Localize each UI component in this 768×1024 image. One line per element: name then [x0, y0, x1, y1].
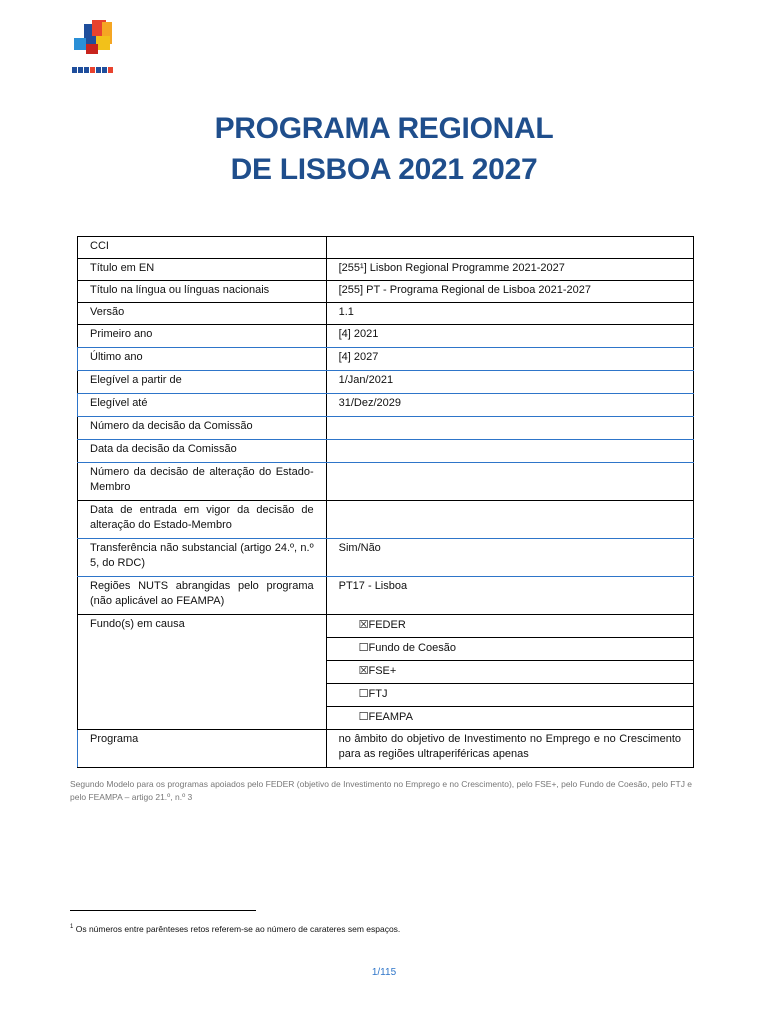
fund-name: FEDER: [368, 619, 406, 631]
row-label: Elegível a partir de: [78, 371, 327, 394]
table-row: [78, 259, 694, 281]
checked-box-icon: ☒: [358, 618, 369, 631]
footnote-text: Os números entre parênteses retos referem-se ao número de carateres sem espaços.: [75, 924, 401, 934]
fund-name: FEAMPA: [368, 711, 413, 723]
footnote-marker: 1: [70, 924, 74, 931]
table-row: [78, 730, 694, 768]
model-note: Segundo Modelo para os programas apoiados pelo FEDER (objetivo de Investimento no Emprego e no Crescimento), pelo FSE+, pelo Fundo de Coesão, pelo FTJ e pelo FEAMPA – artigo 21.º, n.º 3: [70, 779, 693, 802]
programa-value: no âmbito do objetivo de Investimento no Emprego e no Crescimento para as regiões ultraperiféricas apenas: [326, 730, 693, 768]
row-label: Título na língua ou línguas nacionais: [78, 281, 327, 303]
table-row: [78, 303, 694, 325]
row-label: Primeiro ano: [78, 325, 327, 348]
checked-box-icon: ☒: [358, 664, 369, 677]
fund-name: FTJ: [368, 688, 388, 700]
table-row: [78, 577, 694, 615]
footnote-divider: [70, 910, 256, 911]
row-value: [326, 237, 693, 259]
fund-option-feder: [326, 615, 693, 638]
table-row: [78, 539, 694, 577]
footnote: [70, 924, 400, 934]
row-label: Número da decisão da Comissão: [78, 417, 327, 440]
page-number: 1/115: [371, 967, 397, 978]
document-title-line1: PROGRAMA REGIONAL: [214, 112, 554, 145]
table-row: [78, 237, 694, 259]
fund-option-fse-plus: [326, 661, 693, 684]
row-label: Versão: [78, 303, 327, 325]
row-label: Regiões NUTS abrangidas pelo programa (não aplicável ao FEAMPA): [78, 577, 327, 615]
fund-name: FSE+: [368, 665, 397, 677]
programa-label: Programa: [78, 730, 327, 768]
row-label: Data de entrada em vigor da decisão de alteração do Estado-Membro: [78, 501, 327, 539]
table-row: [78, 348, 694, 371]
ccdr-lvt-logo: [72, 20, 116, 70]
unchecked-box-icon: ☐: [358, 641, 369, 654]
logo-caption: [72, 60, 116, 67]
fund-name: Fundo de Coesão: [368, 642, 456, 654]
row-label: Título em EN: [78, 259, 327, 281]
row-value: [326, 501, 693, 539]
row-label: Transferência não substancial (artigo 24.º, n.º 5, do RDC): [78, 539, 327, 577]
row-value: Sim/Não: [326, 539, 693, 577]
row-value: [255¹] Lisbon Regional Programme 2021-2027: [326, 259, 693, 281]
row-value: [326, 417, 693, 440]
row-label: Número da decisão de alteração do Estado-Membro: [78, 463, 327, 501]
row-value: PT17 - Lisboa: [326, 577, 693, 615]
table-row: [78, 501, 694, 539]
fund-option-ftj: [326, 684, 693, 707]
row-label: Data da decisão da Comissão: [78, 440, 327, 463]
table-row: [78, 417, 694, 440]
table-row: [78, 440, 694, 463]
unchecked-box-icon: ☐: [358, 710, 369, 723]
fund-option-fundo-de-coesao: [326, 638, 693, 661]
table-row: [78, 463, 694, 501]
row-label: Elegível até: [78, 394, 327, 417]
row-value: [326, 440, 693, 463]
document-title-line2: DE LISBOA 2021 2027: [230, 153, 538, 186]
row-value: [4] 2027: [326, 348, 693, 371]
unchecked-box-icon: ☐: [358, 687, 369, 700]
row-value: 1.1: [326, 303, 693, 325]
row-label: Último ano: [78, 348, 327, 371]
row-value: [326, 463, 693, 501]
row-value: 1/Jan/2021: [326, 371, 693, 394]
funds-label: Fundo(s) em causa: [78, 615, 327, 730]
fund-option-feampa: [326, 707, 693, 730]
row-value: [255] PT - Programa Regional de Lisboa 2021-2027: [326, 281, 693, 303]
table-row: [78, 394, 694, 417]
table-row: [78, 615, 694, 638]
table-row: [78, 281, 694, 303]
table-row: [78, 371, 694, 394]
table-row: [78, 325, 694, 348]
program-metadata-table: [77, 236, 694, 768]
row-value: [4] 2021: [326, 325, 693, 348]
row-value: 31/Dez/2029: [326, 394, 693, 417]
row-label: CCI: [78, 237, 327, 259]
